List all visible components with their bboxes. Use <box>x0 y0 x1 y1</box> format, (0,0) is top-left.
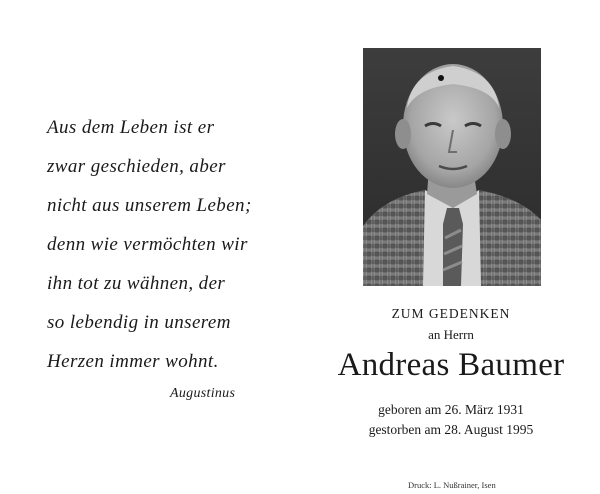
poem <box>47 108 287 381</box>
poem-line: nicht aus unserem Leben; <box>47 195 252 216</box>
memorial-heading: ZUM GEDENKEN <box>391 306 511 321</box>
poem-line: denn wie vermöchten wir <box>47 234 248 255</box>
deceased-name: Andreas Baumer <box>337 347 565 383</box>
portrait-illustration <box>363 48 541 286</box>
memorial-subheading: an Herrn <box>428 327 474 342</box>
life-dates <box>320 400 582 440</box>
birth-date: geboren am 26. März 1931 <box>378 402 524 417</box>
poem-line: zwar geschieden, aber <box>47 156 226 177</box>
death-date: gestorben am 28. August 1995 <box>368 422 534 437</box>
poem-line: Herzen immer wohnt. <box>47 351 219 372</box>
poem-line: so lebendig in unserem <box>47 312 231 333</box>
poem-line: ihn tot zu wähnen, der <box>47 273 226 294</box>
poem-line: Aus dem Leben ist er <box>47 117 215 138</box>
portrait-photo <box>363 48 541 286</box>
poem-author: Augustinus <box>170 386 236 401</box>
printer-credit: Druck: L. Nußrainer, Isen <box>408 480 496 490</box>
